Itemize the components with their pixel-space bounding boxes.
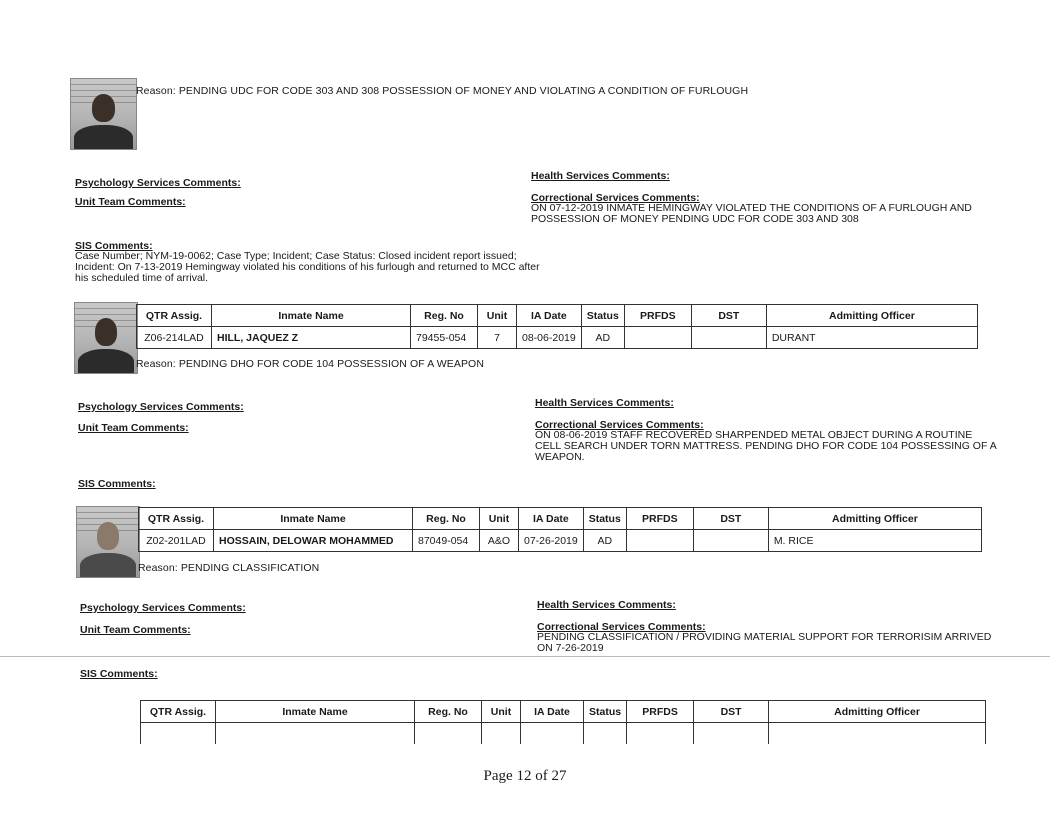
psychology-comments-label: Psychology Services Comments: [78, 401, 244, 413]
inmate-photo [74, 302, 138, 374]
inmate-photo [76, 506, 140, 578]
reason-text: Reason: PENDING UDC FOR CODE 303 AND 308 POSSESSION OF MONEY AND VIOLATING A CONDITION OF FURLOUGH [136, 85, 749, 97]
psychology-comments-label: Psychology Services Comments: [80, 602, 246, 614]
inmate-record-table [136, 304, 978, 349]
table-header-row: QTR Assig. Inmate Name Reg. No Unit IA Date Status PRFDS DST Admitting Officer [139, 508, 982, 530]
sis-comments-label: SIS Comments: [75, 240, 153, 252]
unit-team-comments-label: Unit Team Comments: [80, 624, 191, 636]
table-row: Z06-214LAD HILL, JAQUEZ Z 79455-054 7 08-06-2019 AD DURANT [137, 327, 978, 349]
inmate-photo [70, 78, 137, 150]
sis-comments-text: Case Number; NYM-19-0062; Case Type; Incident; Case Status: Closed incident report issued; Incident: On 7-13-2019 Hemingway violated his conditions of his furlough and returned to MCC after his scheduled time of arrival. [75, 250, 540, 284]
health-comments-label: Health Services Comments: [537, 599, 676, 611]
reason-text: Reason: PENDING CLASSIFICATION [138, 562, 320, 574]
psychology-comments-label: Psychology Services Comments: [75, 177, 241, 189]
unit-team-comments-label: Unit Team Comments: [78, 422, 189, 434]
health-comments-label: Health Services Comments: [531, 170, 670, 182]
correctional-comments-text: PENDING CLASSIFICATION / PROVIDING MATERIAL SUPPORT FOR TERRORISIM ARRIVED ON 7-26-2019 [537, 631, 992, 654]
scan-divider [0, 656, 1050, 657]
correctional-comments-text: ON 08-06-2019 STAFF RECOVERED SHARPENDED METAL OBJECT DURING A ROUTINE CELL SEARCH UNDER TORN MATTRESS. PENDING DHO FOR CODE 104 POSSESSING OF A WEAPON. [535, 429, 997, 463]
table-row [141, 723, 986, 745]
inmate-record-table [138, 507, 982, 552]
table-row: Z02-201LAD HOSSAIN, DELOWAR MOHAMMED 87049-054 A&O 07-26-2019 AD M. RICE [139, 530, 982, 552]
page-number: Page 12 of 27 [483, 768, 567, 784]
sis-comments-label: SIS Comments: [78, 478, 156, 490]
correctional-comments-label: Correctional Services Comments: [537, 621, 706, 633]
table-header-row: QTR Assig. Inmate Name Reg. No Unit IA Date Status PRFDS DST Admitting Officer [141, 701, 986, 723]
correctional-comments-label: Correctional Services Comments: [535, 419, 704, 431]
sis-comments-label: SIS Comments: [80, 668, 158, 680]
reason-text: Reason: PENDING DHO FOR CODE 104 POSSESSION OF A WEAPON [136, 358, 485, 370]
health-comments-label: Health Services Comments: [535, 397, 674, 409]
table-header-row: QTR Assig. Inmate Name Reg. No Unit IA Date Status PRFDS DST Admitting Officer [137, 305, 978, 327]
inmate-record-table [140, 700, 986, 744]
correctional-comments-text: ON 07-12-2019 INMATE HEMINGWAY VIOLATED THE CONDITIONS OF A FURLOUGH AND POSSESSION OF MONEY PENDING UDC FOR CODE 303 AND 308 [531, 202, 972, 225]
correctional-comments-label: Correctional Services Comments: [531, 192, 700, 204]
unit-team-comments-label: Unit Team Comments: [75, 196, 186, 208]
